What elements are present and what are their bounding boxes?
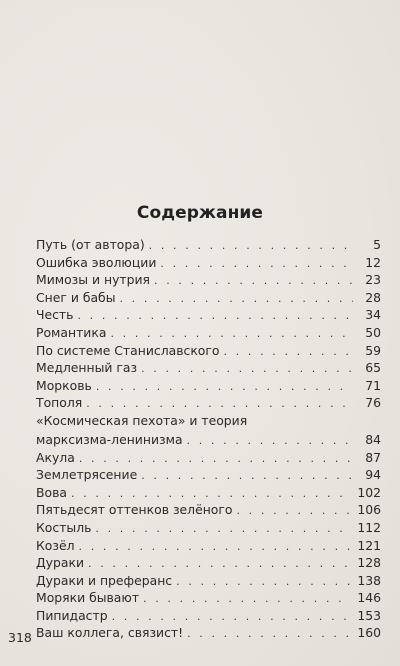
toc-entry (36, 412, 381, 431)
toc-entry-title: Медленный газ (36, 360, 138, 376)
toc-entry-title: Дураки (36, 555, 85, 571)
toc-entry-title: Романтика (36, 324, 107, 340)
toc-entry-title: Честь (36, 307, 74, 323)
toc-entry-page: 87 (365, 449, 381, 465)
toc-leader-dots (79, 538, 352, 556)
table-of-contents (36, 236, 381, 642)
toc-entry-page: 112 (357, 519, 381, 535)
toc-entry-page: 76 (365, 395, 381, 411)
toc-entry (36, 589, 381, 607)
toc-entry-page: 128 (357, 555, 381, 571)
toc-entry (36, 519, 381, 537)
toc-leader-dots (187, 625, 351, 643)
toc-entry (36, 289, 381, 307)
contents-heading: Содержание (136, 203, 264, 223)
toc-leader-dots (71, 485, 351, 503)
toc-leader-dots (119, 290, 353, 308)
toc-entry (36, 324, 381, 342)
toc-entry-page: 153 (357, 607, 381, 623)
toc-entry-title: Костыль (36, 519, 92, 535)
toc-entry-page: 59 (365, 342, 381, 358)
toc-entry-page: 138 (357, 572, 381, 588)
toc-entry-page: 146 (357, 590, 381, 606)
toc-entry (36, 236, 381, 254)
toc-entry (36, 394, 381, 412)
toc-entry (36, 607, 381, 625)
toc-entry-title: Акула (36, 449, 75, 465)
toc-entry (36, 359, 381, 377)
toc-entry-page: 12 (365, 254, 381, 270)
toc-entry (36, 554, 381, 572)
toc-entry-page: 106 (357, 502, 381, 518)
toc-entry (36, 449, 381, 467)
toc-entry-title: По системе Станиславского (36, 342, 220, 358)
toc-entry (36, 254, 381, 272)
toc-entry (36, 624, 381, 642)
toc-entry-page: 23 (365, 272, 381, 288)
toc-entry-title: Пятьдесят оттенков зелёного (36, 502, 233, 518)
toc-entry-title: марксизма-ленинизма (36, 431, 183, 447)
toc-leader-dots (141, 467, 353, 485)
toc-entry-page: 84 (365, 431, 381, 447)
toc-entry-page: 50 (365, 324, 381, 340)
toc-entry-page: 65 (365, 360, 381, 376)
toc-entry (36, 484, 381, 502)
toc-entry (36, 271, 381, 289)
toc-entry-title: Тополя (36, 395, 83, 411)
toc-leader-dots (88, 555, 351, 573)
toc-entry-title: «Космическая пехота» и теория (36, 412, 248, 428)
toc-entry-title: Дураки и преферанс (36, 572, 173, 588)
toc-leader-dots (141, 360, 353, 378)
toc-entry-page: 160 (357, 625, 381, 641)
toc-entry-page: 121 (357, 537, 381, 553)
toc-leader-dots (112, 608, 352, 626)
toc-entry-page: 71 (365, 377, 381, 393)
toc-leader-dots (160, 255, 353, 273)
toc-entry-title: Ошибка эволюции (36, 254, 157, 270)
page-number: 318 (8, 630, 32, 645)
toc-entry-title: Морковь (36, 377, 92, 393)
toc-leader-dots (236, 502, 351, 520)
toc-entry-title: Пипидастр (36, 607, 108, 623)
toc-entry-title: Путь (от автора) (36, 237, 145, 252)
toc-leader-dots (149, 237, 353, 255)
toc-leader-dots (176, 573, 351, 591)
toc-leader-dots (77, 307, 353, 325)
toc-entry-title: Моряки бывают (36, 590, 140, 606)
toc-entry-title: Землетрясение (36, 467, 138, 483)
toc-leader-dots (86, 395, 353, 413)
toc-entry (36, 572, 381, 590)
toc-entry-title: Козёл (36, 537, 75, 553)
toc-leader-dots (187, 432, 353, 450)
toc-leader-dots (96, 378, 353, 396)
toc-entry (36, 466, 381, 484)
toc-leader-dots (95, 520, 351, 538)
toc-entry-page: 102 (357, 484, 381, 500)
toc-leader-dots (110, 325, 353, 343)
toc-entry (36, 537, 381, 555)
toc-entry (36, 306, 381, 324)
toc-entry (36, 342, 381, 360)
toc-entry-title: Вова (36, 484, 67, 500)
toc-leader-dots (223, 343, 353, 361)
toc-leader-dots (154, 272, 353, 290)
toc-entry-title: Снег и бабы (36, 289, 116, 305)
toc-entry-title: Ваш коллега, связист! (36, 625, 184, 641)
toc-leader-dots (79, 450, 353, 468)
toc-entry-page: 34 (365, 307, 381, 323)
toc-leader-dots (143, 590, 351, 608)
toc-entry-page: 28 (365, 289, 381, 305)
toc-entry (36, 377, 381, 395)
toc-entry-title: Мимозы и нутрия (36, 272, 150, 288)
toc-entry (36, 431, 381, 449)
toc-entry-page: 5 (373, 237, 381, 252)
toc-entry-page: 94 (365, 467, 381, 483)
toc-entry (36, 501, 381, 519)
